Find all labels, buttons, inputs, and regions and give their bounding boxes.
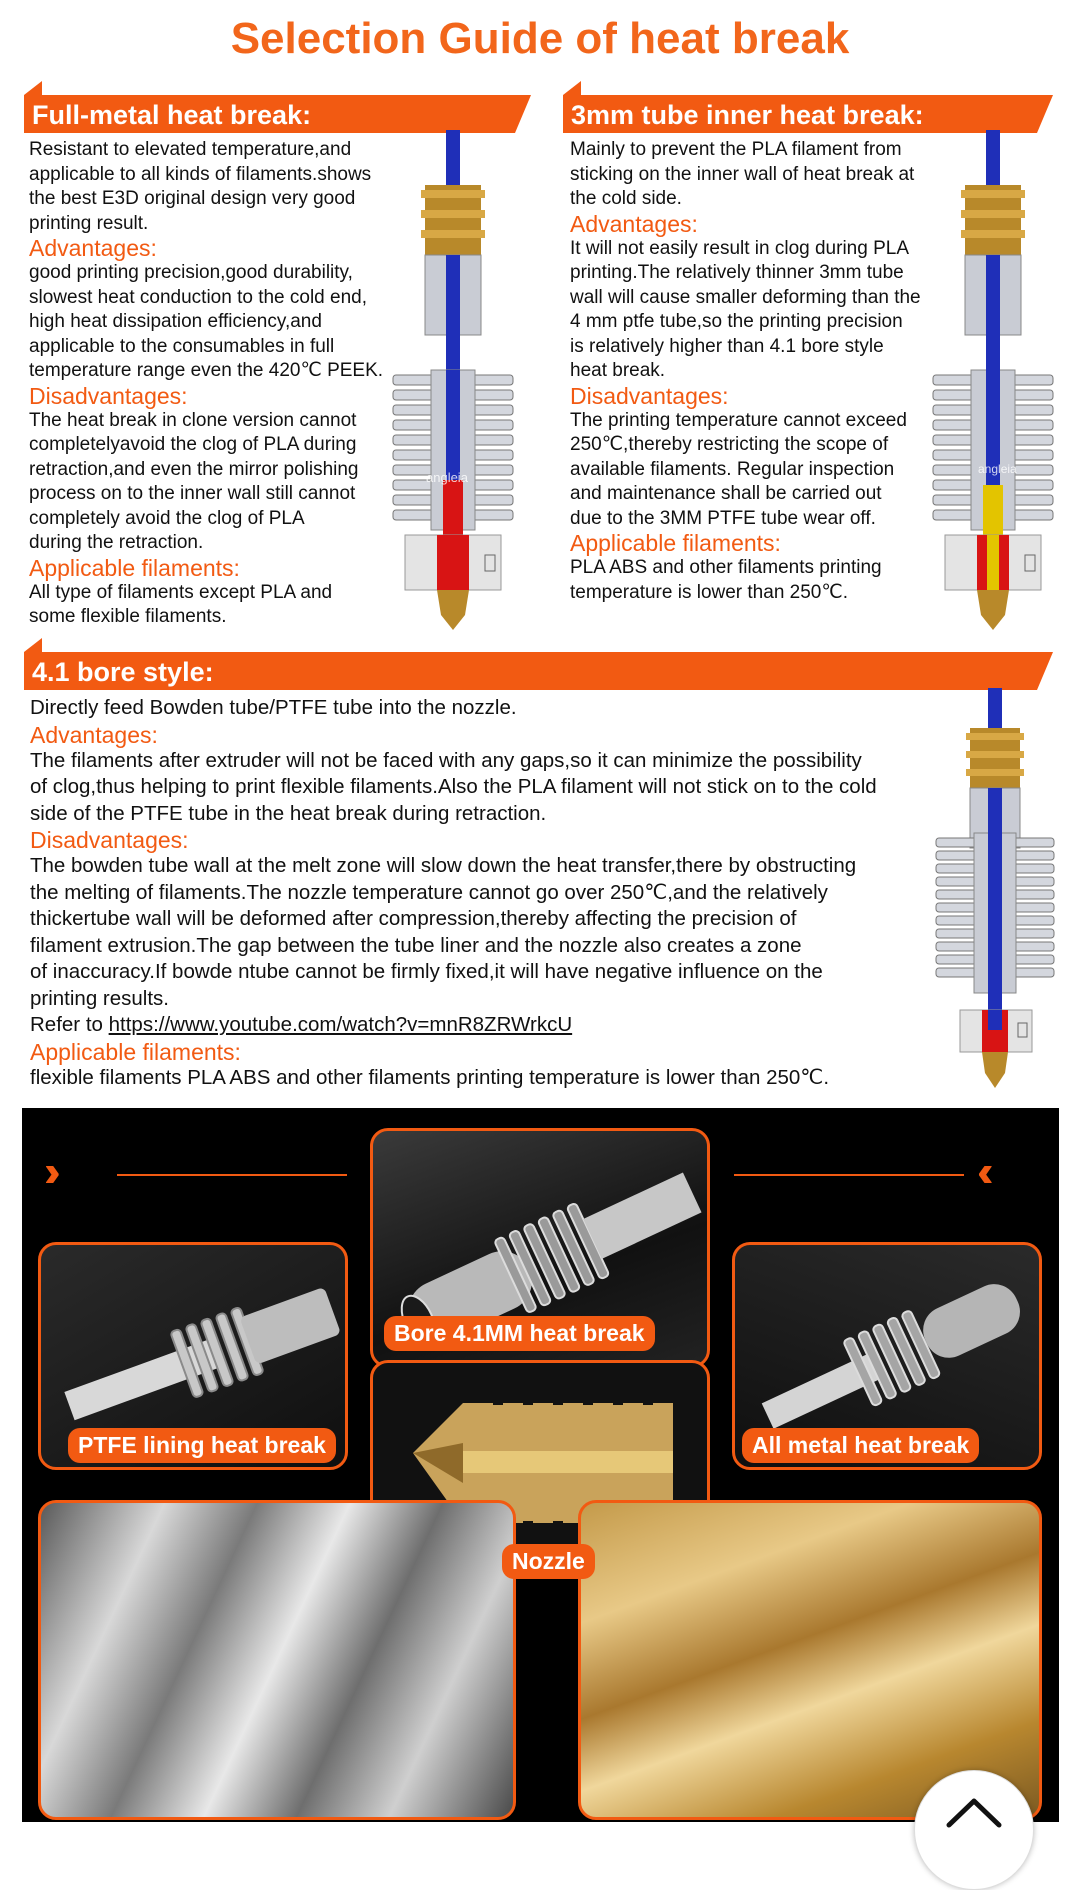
text-line: side of the PTFE tube in the heat break during retraction. xyxy=(30,801,547,825)
chevron-left-deco-icon: ‹‹‹‹ xyxy=(977,1147,980,1196)
chevron-up-icon xyxy=(915,1781,1033,1841)
full-metal-app-title: Applicable filaments: xyxy=(29,554,240,581)
bore-app-title: Applicable filaments: xyxy=(30,1038,241,1065)
tube3mm-dis-title: Disadvantages: xyxy=(570,382,729,409)
hotend-3mm-illustration xyxy=(925,130,1060,630)
text-line: It will not easily result in clog during PLA xyxy=(570,237,909,259)
text-line: due to the 3MM PTFE tube wear off. xyxy=(570,507,876,529)
text-line: process on to the inner wall still cannot xyxy=(29,483,356,504)
full-metal-text xyxy=(29,138,434,630)
heat-break-photo-collage xyxy=(22,1108,1059,1822)
bore-adv-title: Advantages: xyxy=(30,721,158,748)
text-line: high heat dissipation efficiency,and xyxy=(29,311,322,332)
page-title: Selection Guide of heat break xyxy=(230,14,850,63)
text-line: printing.The relatively thinner 3mm tube xyxy=(570,262,904,283)
text-line: of clog,thus helping to print flexible filaments.Also the PLA filament will not stick on to the cold xyxy=(30,775,877,798)
text-line: retraction,and even the mirror polishing xyxy=(29,458,359,480)
panel-closeup-left xyxy=(38,1500,516,1820)
tube3mm-text xyxy=(570,138,955,605)
text-line: PLA ABS and other filaments printing xyxy=(570,557,882,578)
tube3mm-adv xyxy=(570,237,955,384)
label-nozzle: Nozzle xyxy=(502,1544,595,1579)
tube3mm-app xyxy=(570,556,955,605)
text-line: good printing precision,good durability, xyxy=(29,262,353,283)
tube3mm-adv-title: Advantages: xyxy=(570,210,698,237)
text-line: slowest heat conduction to the cold end, xyxy=(29,286,368,308)
bore-refer-prefix: Refer to xyxy=(30,1013,109,1036)
text-line: applicable to all kinds of filaments.shows xyxy=(29,163,372,185)
bore-dis-title: Disadvantages: xyxy=(30,827,189,853)
bore-header: 4.1 bore style: xyxy=(24,652,1037,690)
text-line: The printing temperature cannot exceed xyxy=(570,409,907,431)
text-line: the best E3D original design very good xyxy=(29,188,356,209)
text-line: Directly feed Bowden tube/PTFE tube into the nozzle. xyxy=(30,696,517,719)
text-line: filament extrusion.The gap between the tube liner and the nozzle also creates a zone xyxy=(30,933,802,957)
tube3mm-desc xyxy=(570,138,955,212)
text-line: applicable to the consumables in full xyxy=(29,335,335,357)
bore-app xyxy=(30,1065,970,1092)
text-line: thickertube wall will be deformed after compression,thereby affecting the precision of xyxy=(30,907,797,930)
watermark-right: angleia xyxy=(978,462,1017,476)
text-line: the melting of filaments.The nozzle temperature cannot go over 250℃,and the relatively xyxy=(30,880,828,904)
label-all-metal-heat-break: All metal heat break xyxy=(742,1428,979,1463)
text-line: wall will cause smaller deforming than the xyxy=(570,286,921,308)
text-line: Mainly to prevent the PLA filament from xyxy=(570,139,902,160)
label-bore-heat-break: Bore 4.1MM heat break xyxy=(384,1316,655,1351)
full-metal-header: Full-metal heat break: xyxy=(24,95,515,133)
text-line: sticking on the inner wall of heat break at xyxy=(570,163,915,185)
text-line: 250℃,thereby restricting the scope of xyxy=(570,434,889,455)
text-line: temperature is lower than 250℃. xyxy=(570,581,848,603)
text-line: completelyavoid the clog of PLA during xyxy=(29,434,357,455)
scroll-to-top-button[interactable] xyxy=(914,1770,1034,1890)
text-line: some flexible filaments. xyxy=(29,606,227,627)
text-line: The bowden tube wall at the melt zone will slow down the heat transfer,there by obstructing xyxy=(30,854,857,877)
hotend-full-metal-illustration xyxy=(385,130,520,630)
full-metal-dis-title: Disadvantages: xyxy=(29,382,188,409)
full-metal-dis xyxy=(29,409,434,556)
chevron-right-deco-icon: ›››› xyxy=(44,1147,47,1196)
text-line: of inaccuracy.If bowde ntube cannot be firmly fixed,it will have negative influence on the xyxy=(30,960,823,983)
full-metal-app xyxy=(29,581,434,630)
bore-desc xyxy=(30,695,970,722)
youtube-link[interactable]: https://www.youtube.com/watch?v=mnR8ZRWrkcU xyxy=(108,1013,573,1036)
text-line: The filaments after extruder will not be faced with any gaps,so it can minimize the possibility xyxy=(30,748,862,772)
bore-text xyxy=(30,695,970,1091)
bore-dis xyxy=(30,853,970,1012)
full-metal-desc xyxy=(29,138,434,236)
text-line: heat break. xyxy=(570,360,666,381)
text-line: flexible filaments PLA ABS and other filaments printing temperature is lower than 250℃. xyxy=(30,1065,830,1089)
text-line: printing results. xyxy=(30,986,170,1010)
tube3mm-dis xyxy=(570,409,955,532)
text-line: during the retraction. xyxy=(29,532,204,553)
watermark-left: angleia xyxy=(426,470,468,485)
text-line: printing result. xyxy=(29,212,149,234)
text-line: and maintenance shall be carried out xyxy=(570,483,882,504)
deco-line-left xyxy=(117,1174,347,1176)
text-line: available filaments. Regular inspection xyxy=(570,458,895,480)
bore-refer xyxy=(30,1012,970,1039)
full-metal-adv xyxy=(29,261,434,384)
tube3mm-app-title: Applicable filaments: xyxy=(570,530,781,556)
text-line: The heat break in clone version cannot xyxy=(29,409,357,431)
deco-line-right xyxy=(734,1174,964,1176)
text-line: All type of filaments except PLA and xyxy=(29,581,333,603)
text-line: temperature range even the 420℃ PEEK. xyxy=(29,360,384,381)
text-line: completely avoid the clog of PLA xyxy=(29,507,305,529)
text-line: is relatively higher than 4.1 bore style xyxy=(570,335,884,357)
text-line: the cold side. xyxy=(570,188,682,209)
text-line: Resistant to elevated temperature,and xyxy=(29,139,352,160)
bore-adv xyxy=(30,748,970,828)
hotend-bore-illustration xyxy=(930,688,1060,1088)
label-ptfe-heat-break: PTFE lining heat break xyxy=(68,1428,336,1463)
full-metal-adv-title: Advantages: xyxy=(29,235,157,261)
text-line: 4 mm ptfe tube,so the printing precision xyxy=(570,311,903,332)
tube3mm-header: 3mm tube inner heat break: xyxy=(563,95,1037,133)
